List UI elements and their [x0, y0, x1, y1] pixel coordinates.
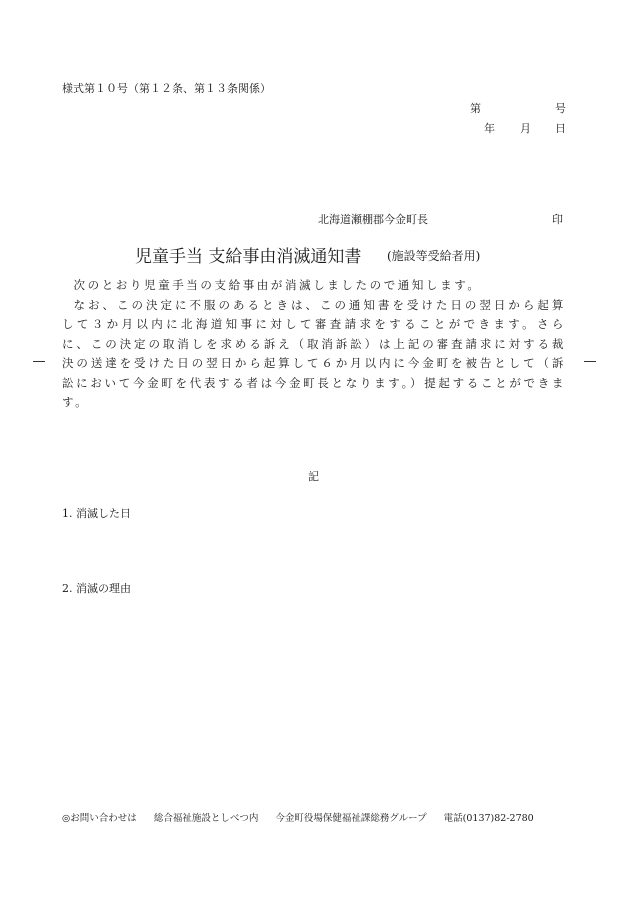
seal-mark: 印: [552, 213, 563, 226]
contact-label: ◎お問い合わせは: [62, 813, 137, 824]
notice-paragraph-1: 次のとおり児童手当の支給事由が消滅しましたので通知します。: [73, 278, 482, 292]
contact-footer: [62, 810, 534, 824]
document-title: 児童手当 支給事由消滅通知書: [135, 247, 362, 267]
document-subtitle: (施設等受給者用): [387, 249, 481, 263]
date-month: 月: [520, 122, 531, 135]
item-extinction-date: 1. 消滅した日: [62, 507, 131, 520]
contact-department: 今金町役場保健福祉課総務グループ: [275, 813, 427, 824]
form-label: 様式第１０号（第１２条、第１３条関係）: [62, 82, 271, 95]
fold-mark-right: [584, 361, 596, 362]
date-day: 日: [555, 122, 566, 135]
contact-phone: 電話(0137)82-2780: [443, 813, 534, 824]
ki-heading: 記: [308, 470, 319, 483]
issuer-name: 北海道瀬棚郡今金町長: [318, 213, 428, 226]
notice-paragraph-2: なお、この決定に不服のあるときは、この通知書を受けた日の翌日から起算して３か月以内に北海道知事に対して審査請求をすることができます。さらに、この決定の取消しを求める訴え（取消訴訟）は上記の審査請求に対する裁決の送達を受けた日の翌日から起算して６か月以内に今金町を被告として（訴訟において今金町を代表する者は今金町長となります。）提起することができます。: [62, 297, 566, 409]
number-prefix: 第: [470, 102, 481, 115]
date-year: 年: [484, 122, 495, 135]
fold-mark-left: [33, 361, 45, 362]
contact-facility: 総合福祉施設としべつ内: [153, 813, 259, 824]
notice-body: [62, 276, 566, 413]
number-suffix: 号: [555, 102, 566, 115]
item-extinction-reason: 2. 消滅の理由: [62, 582, 131, 595]
